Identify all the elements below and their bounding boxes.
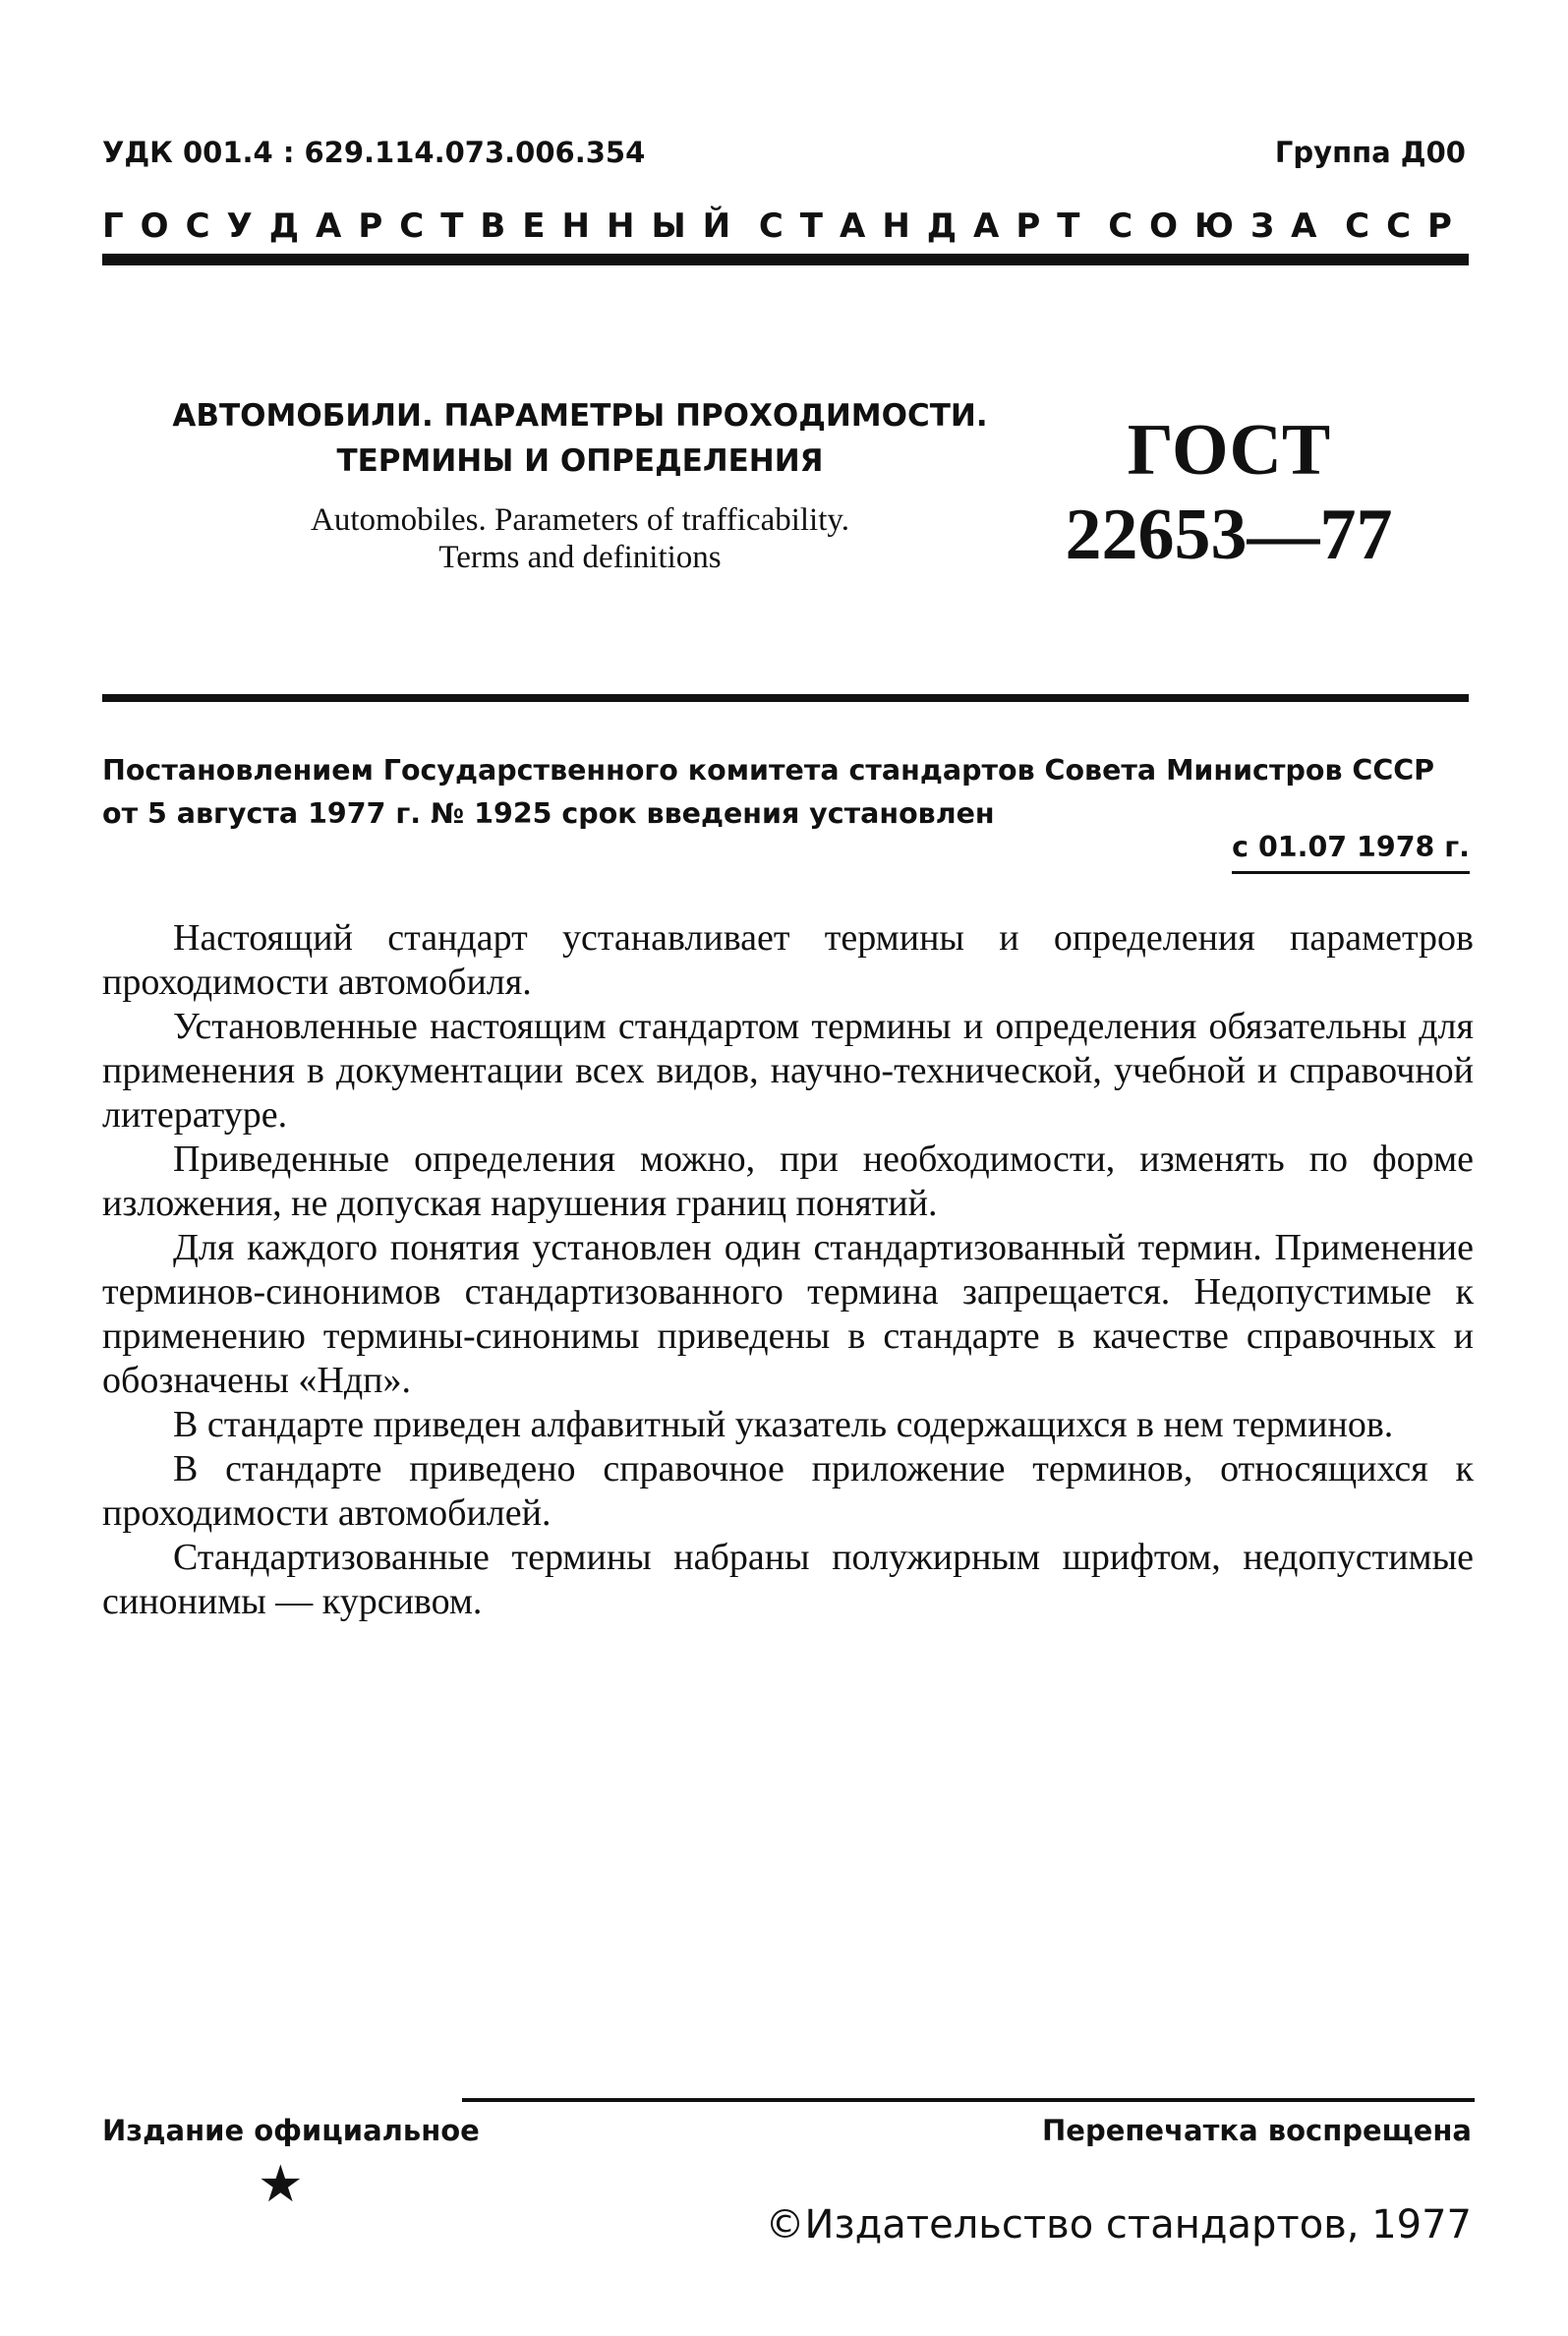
gost-label: ГОСТ (1127, 410, 1331, 491)
body-paragraph: Настоящий стандарт устанавливает термины и определения параметров проходимости автомобиля. (102, 917, 1474, 1003)
body-paragraph: Для каждого понятия установлен один стандартизованный термин. Применение терминов-синонимов стандартизованного термина запрещается. Недопустимые к применению термины-синонимы приведены в стандарте в качестве справочных и обозначены «Ндп». (102, 1227, 1474, 1401)
standard-heading (102, 206, 1469, 246)
decree-text: Постановлением Государственного комитета стандартов Совета Министров СССР от 5 августа 1977 г. № 1925 срок введения установлен (102, 754, 1435, 830)
title-block (157, 393, 1003, 576)
gost-number: 22653—77 (1065, 495, 1393, 575)
publisher-copyright: ©Издательство стандартов, 1977 (765, 2202, 1472, 2248)
header-divider (102, 254, 1469, 265)
title-english-line: Terms and definitions (438, 540, 722, 575)
reprint-notice: Перепечатка воспрещена (1042, 2114, 1472, 2147)
body-paragraph: Приведенные определения можно, при необходимости, изменять по форме изложения, не допуская нарушения границ понятий. (102, 1139, 1474, 1224)
body-paragraph: В стандарте приведено справочное приложение терминов, относящихся к проходимости автомобилей. (102, 1448, 1474, 1534)
standard-heading-word: СОЮЗА (1108, 206, 1334, 246)
standard-heading-word: ГОСУДАРСТВЕННЫЙ (102, 206, 748, 246)
udk-code: УДК 001.4 : 629.114.073.006.354 (102, 136, 646, 169)
body-paragraph: В стандарте приведен алфавитный указатель содержащихся в нем терминов. (173, 1404, 1394, 1445)
body-paragraph: Установленные настоящим стандартом термины и определения обязательны для применения в документации всех видов, научно-технической, учебной и справочной литературе. (102, 1006, 1474, 1136)
title-russian-line: ТЕРМИНЫ И ОПРЕДЕЛЕНИЯ (336, 443, 824, 479)
body-text (102, 916, 1474, 1624)
standard-heading-word: СТАНДАРТ (758, 206, 1097, 246)
gost-designation (1052, 408, 1406, 577)
footer-divider (462, 2098, 1475, 2102)
title-russian-line: АВТОМОБИЛИ. ПАРАМЕТРЫ ПРОХОДИМОСТИ. (172, 398, 988, 434)
body-paragraph: Стандартизованные термины набраны полужирным шрифтом, недопустимые синонимы — курсивом. (102, 1537, 1474, 1622)
title-english-line: Automobiles. Parameters of trafficability. (310, 502, 849, 538)
star-icon: ★ (258, 2155, 304, 2214)
effective-date: с 01.07 1978 г. (1232, 828, 1470, 874)
group-code: Группа Д00 (1274, 136, 1466, 169)
standard-heading-word: ССР (1345, 206, 1469, 246)
title-divider (102, 694, 1469, 702)
official-edition-label: Издание официальное (102, 2114, 480, 2147)
